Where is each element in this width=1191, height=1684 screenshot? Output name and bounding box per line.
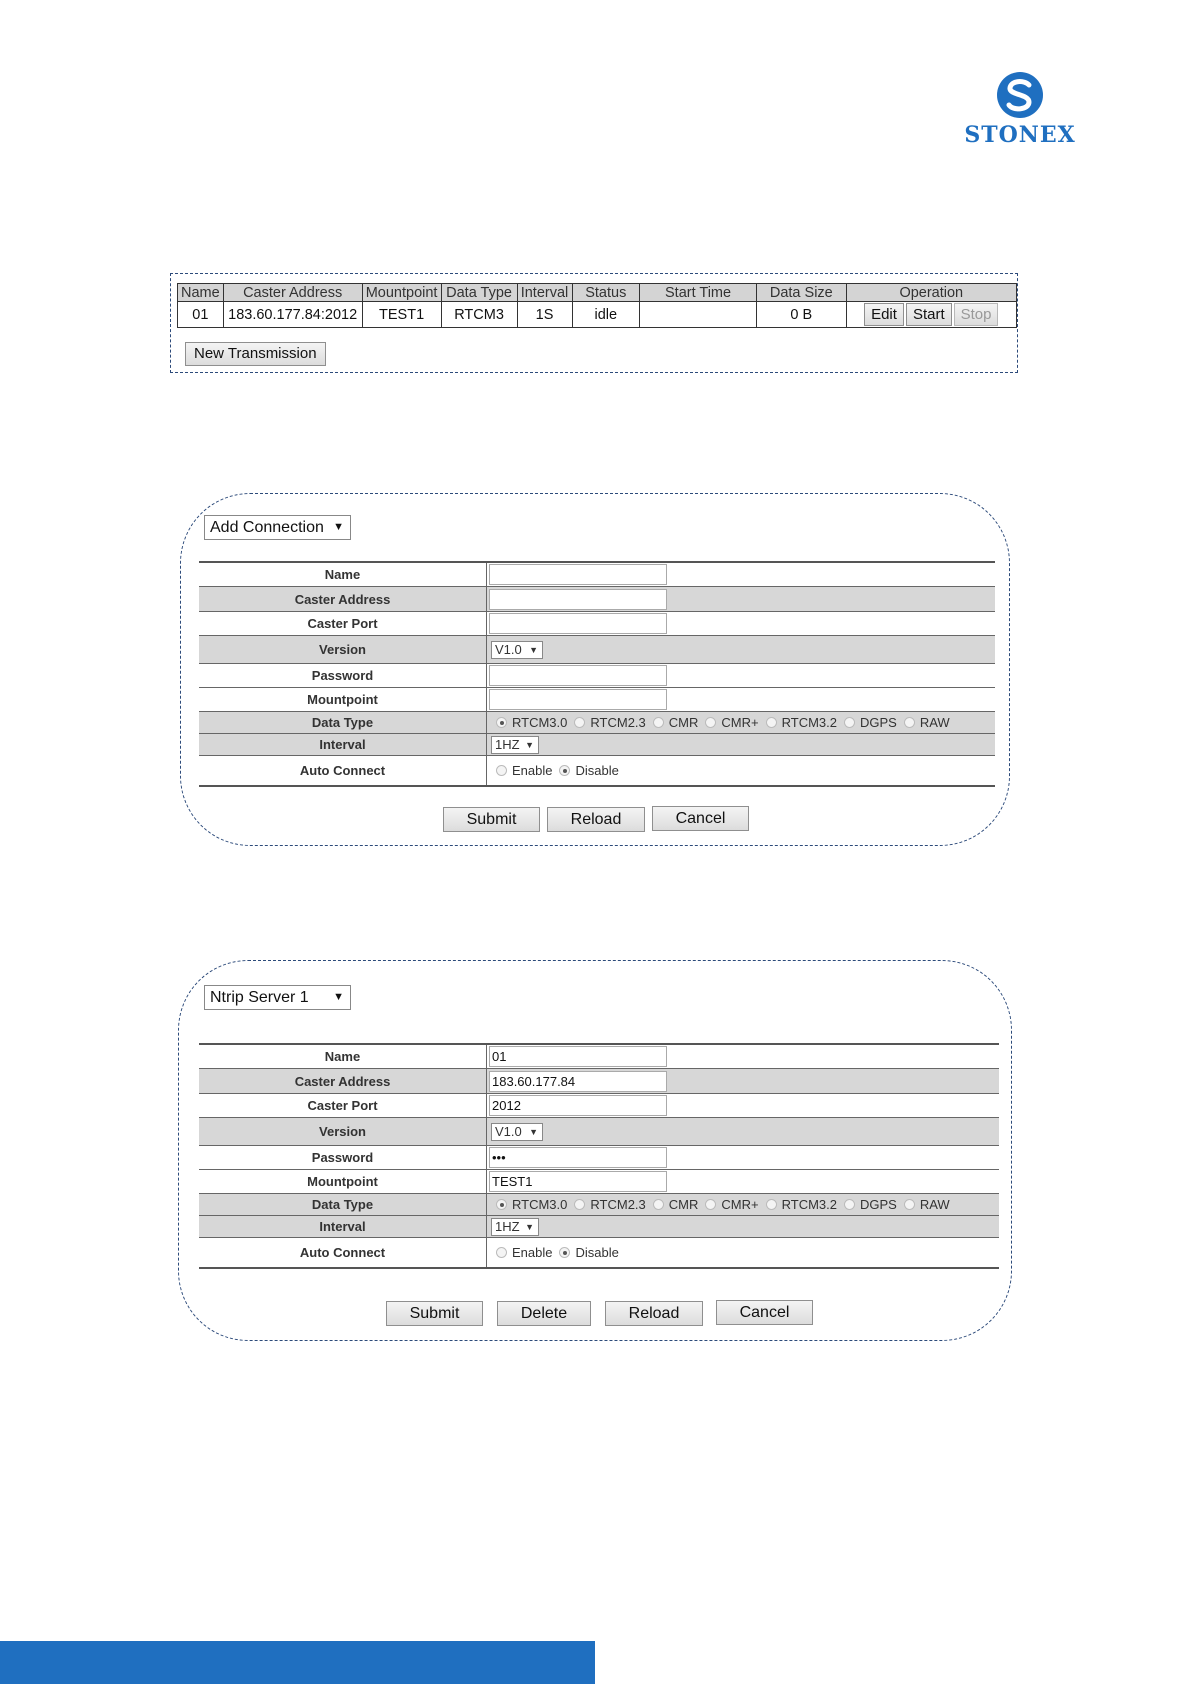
cell-start-time — [640, 302, 757, 328]
ntrip-server-panel — [178, 960, 1012, 1341]
caster-port-input[interactable] — [489, 613, 667, 634]
mountpoint-input[interactable]: TEST1 — [489, 1171, 667, 1192]
dropdown-arrow-icon: ▼ — [525, 739, 534, 750]
cell-data-type: RTCM3 — [441, 302, 517, 328]
radio-cmr[interactable] — [653, 717, 664, 728]
auto-connect-radio-group — [487, 756, 995, 785]
label-version: Version — [199, 636, 487, 663]
label-data-type: Data Type — [199, 712, 487, 733]
cell-caster-address: 183.60.177.84:2012 — [223, 302, 362, 328]
interval-value: 1HZ — [495, 1218, 520, 1234]
row-data-type — [199, 1194, 999, 1216]
header-operation: Operation — [846, 284, 1016, 302]
row-password — [199, 664, 995, 688]
transmission-panel — [170, 273, 1018, 373]
label-disable: Disable — [575, 763, 619, 778]
stonex-logo — [960, 70, 1080, 148]
reload-button[interactable]: Reload — [605, 1301, 703, 1326]
label-raw: RAW — [919, 1197, 950, 1212]
submit-button[interactable]: Submit — [386, 1301, 483, 1326]
label-caster-address: Caster Address — [199, 587, 487, 611]
radio-enable[interactable] — [496, 765, 507, 776]
password-input[interactable] — [489, 665, 667, 686]
row-caster-port — [199, 612, 995, 636]
radio-disable[interactable] — [559, 765, 570, 776]
label-data-type: Data Type — [199, 1194, 487, 1215]
label-cmr: CMR — [668, 715, 699, 730]
row-caster-port — [199, 1094, 999, 1118]
add-connection-panel — [180, 493, 1010, 846]
caster-address-input[interactable] — [489, 589, 667, 610]
header-data-size: Data Size — [757, 284, 847, 302]
dropdown-arrow-icon: ▼ — [333, 991, 344, 1003]
row-data-type — [199, 712, 995, 734]
stonex-s-icon — [995, 70, 1045, 120]
row-mountpoint — [199, 1170, 999, 1194]
caster-port-input[interactable]: 2012 — [489, 1095, 667, 1116]
table-row — [178, 302, 1017, 328]
row-name — [199, 563, 995, 587]
edit-button[interactable]: Edit — [864, 303, 904, 326]
new-transmission-button[interactable]: New Transmission — [185, 342, 326, 366]
interval-select[interactable] — [491, 736, 539, 754]
header-caster-address: Caster Address — [223, 284, 362, 302]
label-rtcm32: RTCM3.2 — [781, 1197, 837, 1212]
label-caster-port: Caster Port — [199, 1094, 487, 1117]
cell-operation — [846, 302, 1016, 328]
header-name: Name — [178, 284, 224, 302]
connection-select-value: Add Connection — [210, 519, 324, 536]
version-value: V1.0 — [495, 1123, 522, 1139]
version-select[interactable] — [491, 641, 543, 659]
label-dgps: DGPS — [859, 1197, 897, 1212]
label-interval: Interval — [199, 734, 487, 755]
label-rtcm30: RTCM3.0 — [512, 715, 568, 730]
cell-mountpoint: TEST1 — [362, 302, 441, 328]
radio-cmr[interactable] — [653, 1199, 664, 1210]
radio-rtcm23[interactable] — [574, 1199, 585, 1210]
radio-raw[interactable] — [904, 717, 915, 728]
server-select[interactable] — [204, 985, 351, 1010]
row-caster-address — [199, 1069, 999, 1094]
label-name: Name — [199, 563, 487, 586]
dropdown-arrow-icon: ▼ — [333, 521, 344, 533]
cell-status: idle — [572, 302, 640, 328]
label-mountpoint: Mountpoint — [199, 688, 487, 711]
interval-value: 1HZ — [495, 736, 520, 752]
dropdown-arrow-icon: ▼ — [529, 644, 538, 655]
submit-button[interactable]: Submit — [443, 807, 540, 832]
label-raw: RAW — [919, 715, 950, 730]
label-rtcm30: RTCM3.0 — [512, 1197, 568, 1212]
header-start-time: Start Time — [640, 284, 757, 302]
version-select[interactable] — [491, 1123, 543, 1141]
radio-rtcm32[interactable] — [766, 717, 777, 728]
row-interval — [199, 1216, 999, 1238]
cell-interval: 1S — [517, 302, 572, 328]
data-type-radio-group — [487, 1194, 999, 1215]
radio-rtcm30[interactable] — [496, 1199, 507, 1210]
label-caster-address: Caster Address — [199, 1069, 487, 1093]
radio-dgps[interactable] — [844, 1199, 855, 1210]
label-rtcm32: RTCM3.2 — [781, 715, 837, 730]
interval-select[interactable] — [491, 1218, 539, 1236]
label-cmr: CMR — [668, 1197, 699, 1212]
caster-address-input[interactable]: 183.60.177.84 — [489, 1071, 667, 1092]
server-select-value: Ntrip Server 1 — [210, 989, 309, 1006]
label-version: Version — [199, 1118, 487, 1145]
auto-connect-radio-group — [487, 1238, 999, 1267]
radio-disable[interactable] — [559, 1247, 570, 1258]
radio-raw[interactable] — [904, 1199, 915, 1210]
row-version — [199, 1118, 999, 1146]
radio-rtcm23[interactable] — [574, 717, 585, 728]
label-disable: Disable — [575, 1245, 619, 1260]
transmission-table — [177, 283, 1017, 328]
ntrip-server-form — [199, 1043, 999, 1269]
header-mountpoint: Mountpoint — [362, 284, 441, 302]
row-auto-connect — [199, 756, 995, 785]
table-header-row — [178, 284, 1017, 302]
label-auto-connect: Auto Connect — [199, 756, 487, 785]
cancel-button[interactable]: Cancel — [716, 1300, 813, 1325]
row-version — [199, 636, 995, 664]
brand-name: STONEX — [964, 122, 1076, 148]
label-interval: Interval — [199, 1216, 487, 1237]
label-cmr-plus: CMR+ — [721, 715, 759, 730]
cancel-button[interactable]: Cancel — [652, 806, 749, 831]
label-enable: Enable — [512, 1245, 553, 1260]
stop-button[interactable]: Stop — [954, 303, 999, 326]
row-auto-connect — [199, 1238, 999, 1267]
label-dgps: DGPS — [859, 715, 897, 730]
reload-button[interactable]: Reload — [547, 807, 645, 832]
footer-bar — [0, 1641, 595, 1684]
label-rtcm23: RTCM2.3 — [590, 715, 646, 730]
radio-dgps[interactable] — [844, 717, 855, 728]
version-value: V1.0 — [495, 641, 522, 657]
header-interval: Interval — [517, 284, 572, 302]
row-password — [199, 1146, 999, 1170]
label-name: Name — [199, 1045, 487, 1068]
row-interval — [199, 734, 995, 756]
label-rtcm23: RTCM2.3 — [590, 1197, 646, 1212]
password-input[interactable]: ••• — [489, 1147, 667, 1168]
row-mountpoint — [199, 688, 995, 712]
label-mountpoint: Mountpoint — [199, 1170, 487, 1193]
label-auto-connect: Auto Connect — [199, 1238, 487, 1267]
label-cmr-plus: CMR+ — [721, 1197, 759, 1212]
radio-rtcm32[interactable] — [766, 1199, 777, 1210]
name-input[interactable]: 01 — [489, 1046, 667, 1067]
delete-button[interactable]: Delete — [497, 1301, 591, 1326]
add-connection-form — [199, 561, 995, 787]
dropdown-arrow-icon: ▼ — [529, 1126, 538, 1137]
label-password: Password — [199, 1146, 487, 1169]
row-caster-address — [199, 587, 995, 612]
radio-rtcm30[interactable] — [496, 717, 507, 728]
mountpoint-input[interactable] — [489, 689, 667, 710]
connection-select[interactable] — [204, 515, 351, 540]
radio-cmr-plus[interactable] — [705, 1199, 716, 1210]
cell-name: 01 — [178, 302, 224, 328]
dropdown-arrow-icon: ▼ — [525, 1221, 534, 1232]
cell-data-size: 0 B — [757, 302, 847, 328]
radio-cmr-plus[interactable] — [705, 717, 716, 728]
label-password: Password — [199, 664, 487, 687]
radio-enable[interactable] — [496, 1247, 507, 1258]
data-type-radio-group — [487, 712, 995, 733]
name-input[interactable] — [489, 564, 667, 585]
label-enable: Enable — [512, 763, 553, 778]
label-caster-port: Caster Port — [199, 612, 487, 635]
header-status: Status — [572, 284, 640, 302]
row-name — [199, 1045, 999, 1069]
start-button[interactable]: Start — [906, 303, 952, 326]
header-data-type: Data Type — [441, 284, 517, 302]
